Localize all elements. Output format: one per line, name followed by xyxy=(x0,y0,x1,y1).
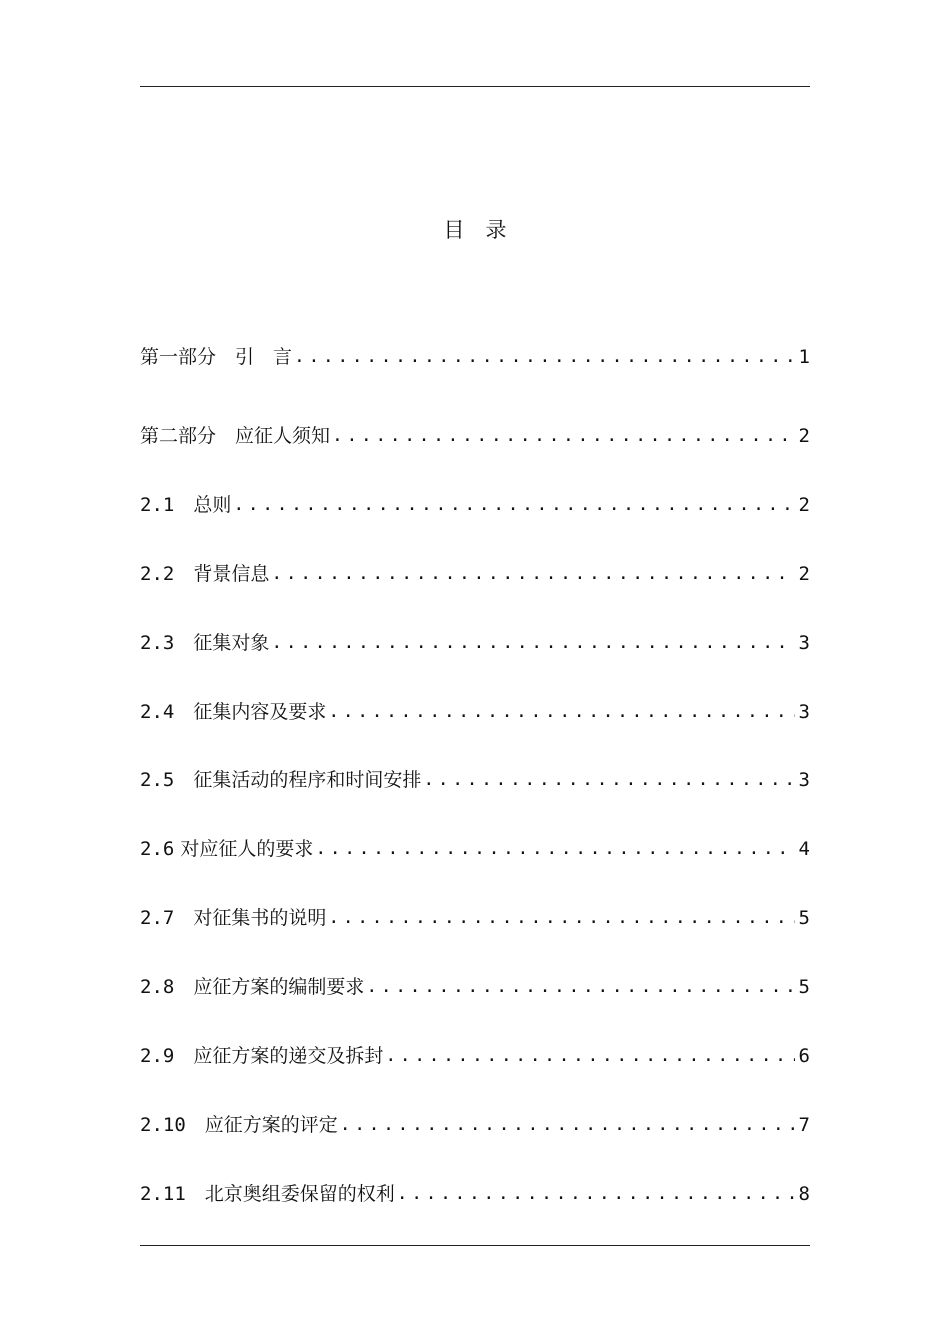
toc-dot-leader xyxy=(269,628,794,658)
toc-entry-label: 第二部分 应征人须知 xyxy=(140,425,331,447)
toc-entry-page: 5 xyxy=(798,976,810,998)
toc-entry-2-2[interactable] xyxy=(140,559,810,589)
toc-entry-label: 应征方案的递交及拆封 xyxy=(174,1045,384,1067)
toc-entry-number: 2.5 xyxy=(140,769,175,791)
toc-entry-2-9[interactable] xyxy=(140,1041,810,1071)
toc-entry-2-3[interactable] xyxy=(140,628,810,658)
toc-entry-2-11[interactable] xyxy=(140,1179,810,1209)
toc-entry-number: 2.9 xyxy=(140,1045,175,1067)
toc-dot-leader xyxy=(421,765,794,795)
toc-entry-part-1[interactable] xyxy=(140,342,810,372)
toc-dot-leader xyxy=(292,342,795,372)
toc-entry-number: 2.7 xyxy=(140,907,175,929)
toc-dot-leader xyxy=(326,903,794,933)
toc-entry-2-6[interactable] xyxy=(140,834,810,864)
toc-entry-number: 2.1 xyxy=(140,494,175,516)
toc-entry-number: 2.10 xyxy=(140,1114,186,1136)
toc-entry-2-5[interactable] xyxy=(140,765,810,795)
toc-dot-leader xyxy=(364,972,794,1002)
toc-entry-page: 2 xyxy=(798,494,810,516)
toc-entry-page: 7 xyxy=(798,1114,810,1136)
toc-dot-leader xyxy=(383,1041,794,1071)
toc-entry-2-8[interactable] xyxy=(140,972,810,1002)
toc-entry-page: 4 xyxy=(798,838,810,860)
toc-entry-number: 2.2 xyxy=(140,563,175,585)
toc-entry-page: 3 xyxy=(798,701,810,723)
toc-entry-page: 2 xyxy=(798,563,810,585)
toc-entry-number: 2.8 xyxy=(140,976,175,998)
toc-dot-leader xyxy=(231,490,794,520)
toc-entry-2-7[interactable] xyxy=(140,903,810,933)
toc-entry-label: 总则 xyxy=(174,494,232,516)
toc-entry-number: 2.4 xyxy=(140,701,175,723)
toc-dot-leader xyxy=(330,421,795,451)
toc-entry-label: 背景信息 xyxy=(174,563,270,585)
toc-entry-label: 征集活动的程序和时间安排 xyxy=(174,769,422,791)
toc-entry-2-4[interactable] xyxy=(140,697,810,727)
toc-entry-page: 3 xyxy=(798,632,810,654)
toc-entry-part-2[interactable] xyxy=(140,421,810,451)
toc-entry-page: 6 xyxy=(798,1045,810,1067)
toc-dot-leader xyxy=(395,1179,795,1209)
toc-entry-label: 应征方案的评定 xyxy=(185,1114,338,1136)
toc-title: 目 录 xyxy=(443,218,507,242)
toc-entry-page: 5 xyxy=(798,907,810,929)
toc-entry-label: 第一部分 引 言 xyxy=(140,346,293,368)
toc-dot-leader xyxy=(326,697,794,727)
toc-dot-leader xyxy=(269,559,794,589)
toc-entry-label: 对应征人的要求 xyxy=(174,838,314,860)
toc-entry-page: 3 xyxy=(798,769,810,791)
toc-entry-label: 征集内容及要求 xyxy=(174,701,327,723)
toc-entry-number: 2.11 xyxy=(140,1183,186,1205)
toc-entry-2-1[interactable] xyxy=(140,490,810,520)
toc-entry-page: 2 xyxy=(798,425,810,447)
toc-dot-leader xyxy=(338,1110,795,1140)
header-rule xyxy=(140,86,810,87)
toc-entry-page: 1 xyxy=(798,346,810,368)
toc-entry-label: 征集对象 xyxy=(174,632,270,654)
toc-entry-label: 对征集书的说明 xyxy=(174,907,327,929)
footer-rule xyxy=(140,1245,810,1246)
toc-entry-number: 2.3 xyxy=(140,632,175,654)
toc-dot-leader xyxy=(313,834,794,864)
toc-entry-number: 2.6 xyxy=(140,838,175,860)
toc-entry-page: 8 xyxy=(798,1183,810,1205)
toc-entry-label: 应征方案的编制要求 xyxy=(174,976,365,998)
toc-entry-2-10[interactable] xyxy=(140,1110,810,1140)
toc-entry-label: 北京奥组委保留的权利 xyxy=(185,1183,395,1205)
